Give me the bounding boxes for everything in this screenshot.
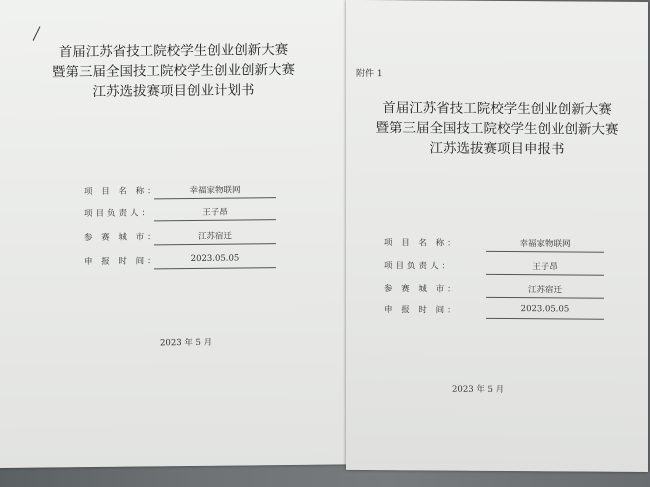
field-value: 江苏宿迁 [197, 231, 232, 242]
field-label: 申 报 时 间： [384, 305, 459, 316]
left-footer-date: 2023 年 5 月 [160, 337, 213, 349]
field-label: 参 赛 城 市： [84, 232, 159, 244]
field-value: 幸福家物联网 [519, 239, 571, 250]
field-label: 项目负责人： [84, 208, 154, 220]
field-underline [154, 267, 276, 269]
field-label: 申 报 时 间： [84, 256, 159, 268]
pen-mark [31, 26, 41, 42]
field-label: 项 目 名 称： [84, 186, 159, 198]
field-underline [154, 243, 276, 245]
field-label: 项目负责人： [384, 261, 454, 272]
field-value: 2023.05.05 [190, 253, 240, 265]
field-value: 王子昂 [532, 262, 558, 273]
right-footer-date: 2023 年 5 月 [452, 384, 505, 395]
field-label: 项 目 名 称： [384, 238, 459, 249]
field-value: 2023.05.05 [520, 304, 570, 315]
left-title [0, 39, 347, 103]
field-underline [154, 219, 276, 221]
field-value: 幸福家物联网 [189, 185, 241, 197]
field-value: 江苏宿迁 [527, 285, 562, 296]
field-underline [486, 297, 604, 299]
left-title-line-2: 暨第三届全国技工院校学生创业创新大赛 [52, 61, 295, 81]
right-document-page [346, 0, 648, 472]
field-underline [486, 274, 604, 276]
field-underline [154, 197, 276, 199]
attachment-label: 附件 1 [356, 68, 383, 80]
field-underline [486, 318, 604, 320]
right-title-line-1: 首届江苏省技工院校学生创业创新大赛 [382, 100, 612, 118]
left-title-line-3: 江苏选拔赛项目创业计划书 [92, 82, 255, 101]
right-title-line-3: 江苏选拔赛项目申报书 [429, 140, 565, 158]
field-underline [486, 251, 604, 253]
field-value: 王子昂 [202, 207, 228, 218]
right-title-line-2: 暨第三届全国技工院校学生创业创新大赛 [375, 120, 619, 138]
field-label: 参 赛 城 市： [384, 284, 459, 295]
right-title [346, 98, 648, 160]
left-title-line-1: 首届江苏省技工院校学生创业创新大赛 [58, 41, 289, 61]
